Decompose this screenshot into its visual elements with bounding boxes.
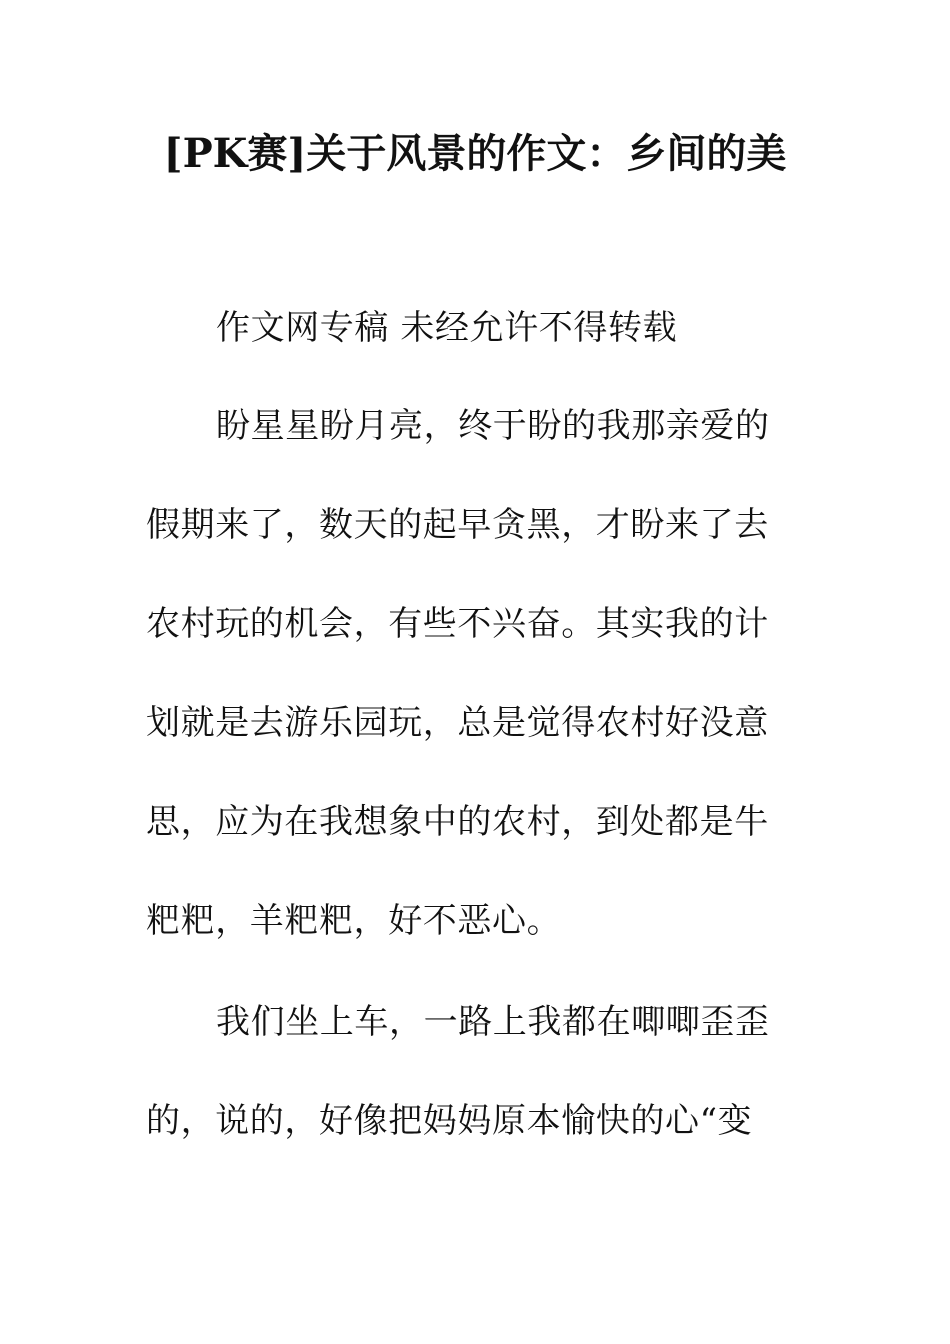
paragraph-line: 作文网专稿 未经允许不得转载	[216, 308, 678, 348]
document-title: [PK赛]关于风景的作文：乡间的美	[163, 130, 787, 177]
paragraph-line: 盼星星盼月亮，终于盼的我那亲爱的	[216, 406, 770, 446]
paragraph-line: 的，说的，好像把妈妈原本愉快的心“变	[146, 1101, 753, 1141]
paragraph-line: 划就是去游乐园玩，总是觉得农村好没意	[146, 703, 769, 743]
paragraph-line: 思，应为在我想象中的农村，到处都是牛	[146, 802, 769, 842]
paragraph-line: 我们坐上车，一路上我都在唧唧歪歪	[216, 1002, 770, 1042]
paragraph-line: 粑粑，羊粑粑，好不恶心。	[146, 901, 562, 941]
paragraph-line: 假期来了，数天的起早贪黑，才盼来了去	[146, 505, 769, 545]
paragraph-line: 农村玩的机会，有些不兴奋。其实我的计	[146, 604, 769, 644]
